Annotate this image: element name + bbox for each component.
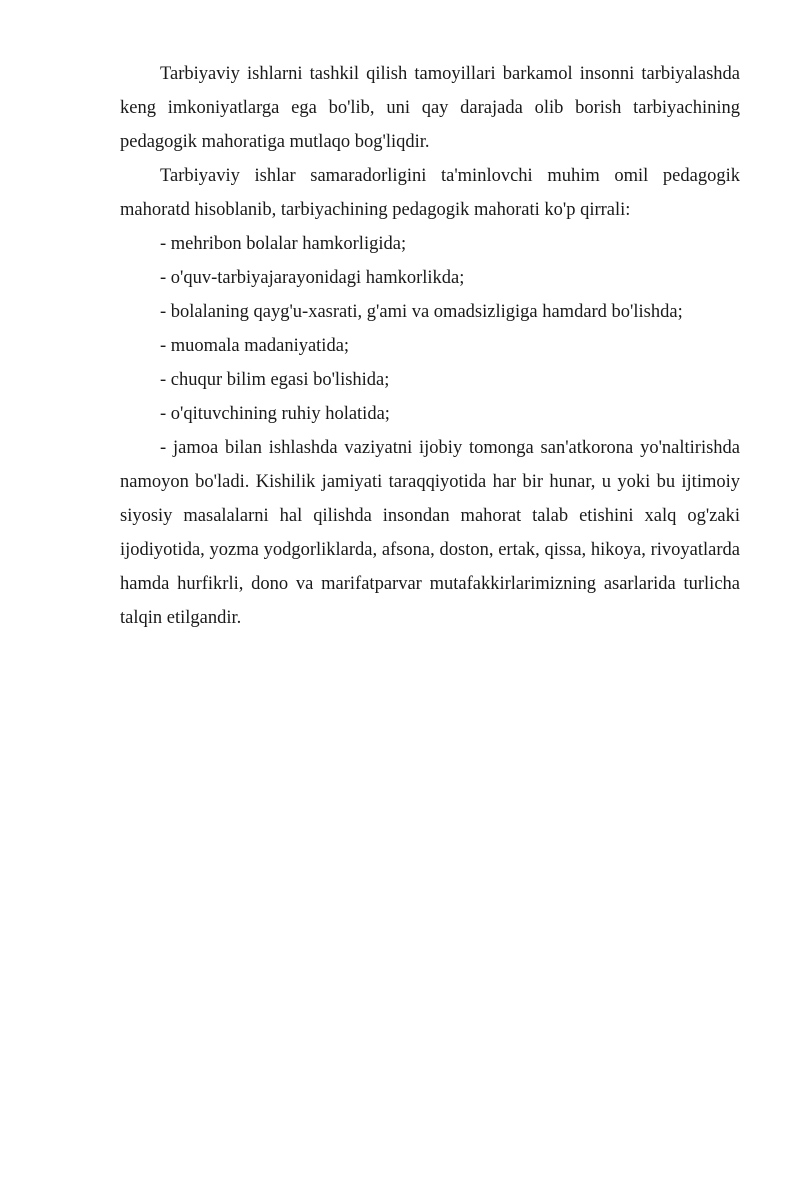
list-item: - o'quv-tarbiyajarayonidagi hamkorlikda; [160,268,465,288]
paragraph-2: Tarbiyaviy ishlar samaradorligini ta'minlovchi muhim omil pedagogik mahoratd hisoblanib, tarbiyachining pedagogik mahorati ko'p qirrali: [120,166,740,220]
paragraph-1: Tarbiyaviy ishlarni tashkil qilish tamoyillari barkamol insonni tarbiyalashda keng imkoniyatlarga ega bo'lib, uni qay darajada olib borish tarbiyachining pedagogik mahoratiga mutlaqo bog'liqdir. [120,64,740,152]
document-body [120,57,740,635]
list-item: - o'qituvchining ruhiy holatida; [160,404,390,424]
list-item: - mehribon bolalar hamkorligida; [160,234,407,254]
paragraph-final: - jamoa bilan ishlashda vaziyatni ijobiy tomonga san'atkorona yo'naltirishda namoyon bo'ladi. Kishilik jamiyati taraqqiyotida har bir hunar, u yoki bu ijtimoiy siyosiy masalalarni hal qilishda insondan mahorat talab etishini xalq og'zaki ijodiyotida, yozma yodgorliklarda, afsona, doston, ertak, qissa, hikoya, rivoyatlarda hamda hurfikrli, dono va marifatparvar mutafakkirlarimizning asarlarida turlicha talqin etilgandir. [120,438,740,628]
list-item: - muomala madaniyatida; [160,336,350,356]
list-item: - chuqur bilim egasi bo'lishida; [160,370,390,390]
list-item: - bolalaning qayg'u-xasrati, g'ami va omadsizligiga hamdard bo'lishda; [160,302,683,322]
